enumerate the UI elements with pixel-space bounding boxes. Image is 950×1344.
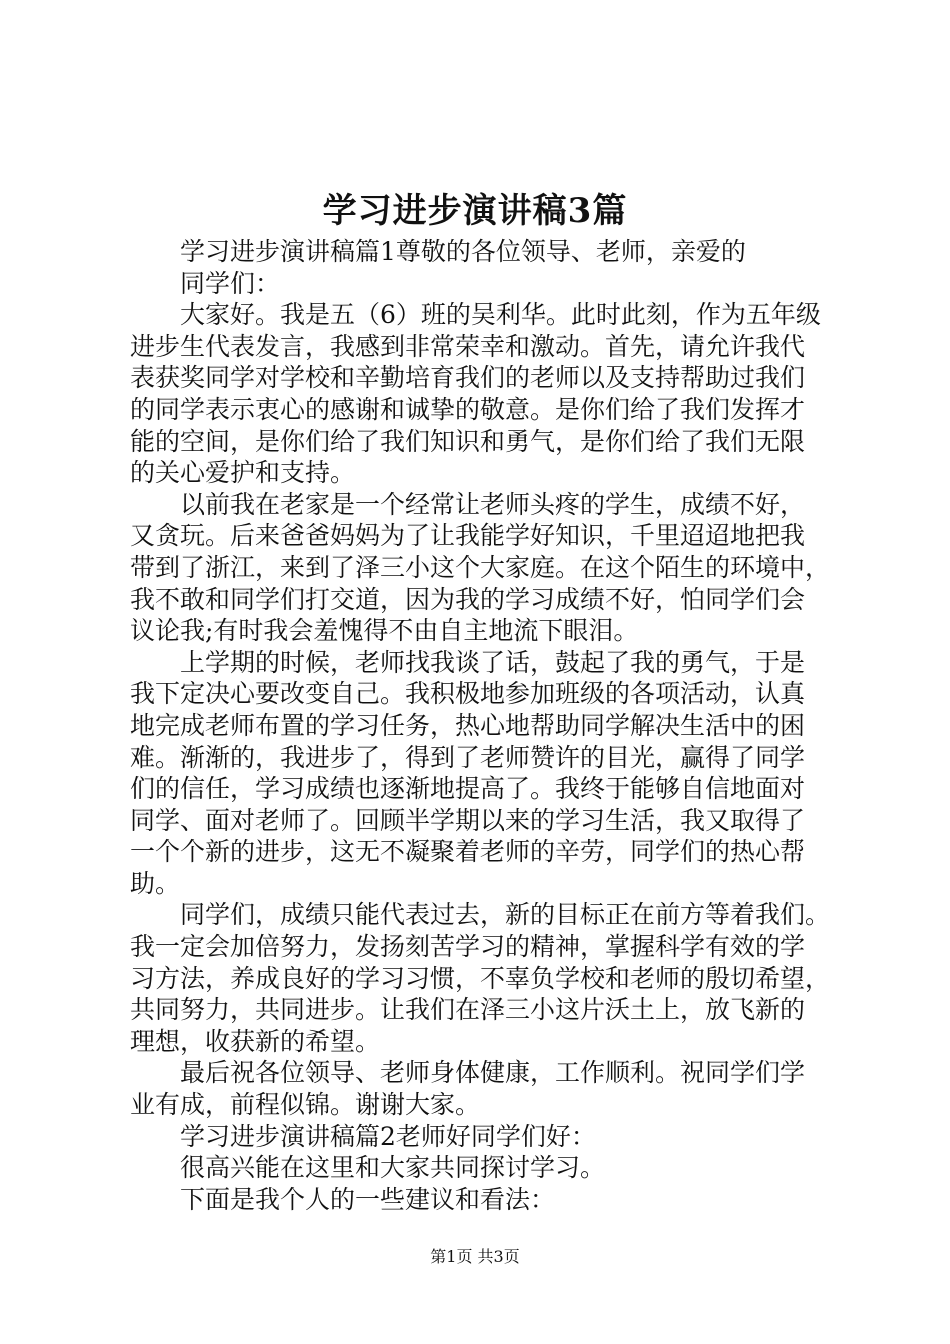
text-line: 大家好。我是五（6）班的吴利华。此时此刻，作为五年级 — [180, 300, 821, 330]
text-line: 我一定会加倍努力，发扬刻苦学习的精神，掌握科学有效的学 — [130, 932, 806, 962]
text-line: 学习进步演讲稿篇1尊敬的各位领导、老师，亲爱的 — [180, 237, 746, 266]
text-line: 带到了浙江，来到了泽三小这个大家庭。在这个陌生的环境中， — [130, 552, 830, 582]
text-line: 进步生代表发言，我感到非常荣幸和激动。首先，请允许我代 — [130, 331, 806, 361]
text-line: 又贪玩。后来爸爸妈妈为了让我能学好知识，千里迢迢地把我 — [130, 521, 806, 551]
text-line: 很高兴能在这里和大家共同探讨学习。 — [180, 1153, 606, 1183]
text-line: 业有成，前程似锦。谢谢大家。 — [130, 1090, 481, 1120]
text-line: 理想，收获新的希望。 — [130, 1026, 381, 1056]
text-line: 上学期的时候，老师找我谈了话，鼓起了我的勇气，于是 — [180, 647, 806, 677]
text-line: 们的信任，学习成绩也逐渐地提高了。我终于能够自信地面对 — [130, 774, 806, 804]
text-line: 习方法，养成良好的学习习惯，不辜负学校和老师的殷切希望， — [130, 963, 830, 993]
text-line: 共同努力，共同进步。让我们在泽三小这片沃土上，放飞新的 — [130, 995, 806, 1025]
text-line: 助。 — [130, 868, 181, 898]
text-line: 学习进步演讲稿篇2老师好同学们好： — [180, 1121, 596, 1151]
text-line: 我不敢和同学们打交道，因为我的学习成绩不好，怕同学们会 — [130, 584, 806, 614]
text-line: 议论我;有时我会羞愧得不由自主地流下眼泪。 — [130, 616, 639, 646]
document-body — [130, 236, 830, 1215]
page-footer: 第1页 共3页 — [430, 1247, 520, 1266]
text-line: 以前我在老家是一个经常让老师头疼的学生，成绩不好， — [180, 489, 806, 519]
text-line: 表获奖同学对学校和辛勤培育我们的老师以及支持帮助过我们 — [130, 363, 806, 393]
text-line: 同学、面对老师了。回顾半学期以来的学习生活，我又取得了 — [130, 805, 806, 835]
document-title: 学习进步演讲稿3篇 — [322, 191, 628, 231]
text-line: 能的空间，是你们给了我们知识和勇气，是你们给了我们无限 — [130, 426, 806, 456]
text-line: 的关心爱护和支持。 — [130, 458, 356, 488]
text-line: 我下定决心要改变自己。我积极地参加班级的各项活动，认真 — [130, 679, 806, 709]
text-line: 的同学表示衷心的感谢和诚挚的敬意。是你们给了我们发挥才 — [130, 394, 806, 424]
text-line: 最后祝各位领导、老师身体健康，工作顺利。祝同学们学 — [180, 1058, 806, 1088]
text-line: 一个个新的进步，这无不凝聚着老师的辛劳，同学们的热心帮 — [130, 837, 806, 867]
text-line: 同学们： — [180, 268, 281, 298]
text-line: 同学们，成绩只能代表过去，新的目标正在前方等着我们。 — [180, 900, 830, 930]
text-line: 地完成老师布置的学习任务，热心地帮助同学解决生活中的困 — [130, 710, 806, 740]
text-line: 下面是我个人的一些建议和看法： — [180, 1184, 556, 1214]
text-line: 难。渐渐的，我进步了，得到了老师赞许的目光，赢得了同学 — [130, 742, 806, 772]
